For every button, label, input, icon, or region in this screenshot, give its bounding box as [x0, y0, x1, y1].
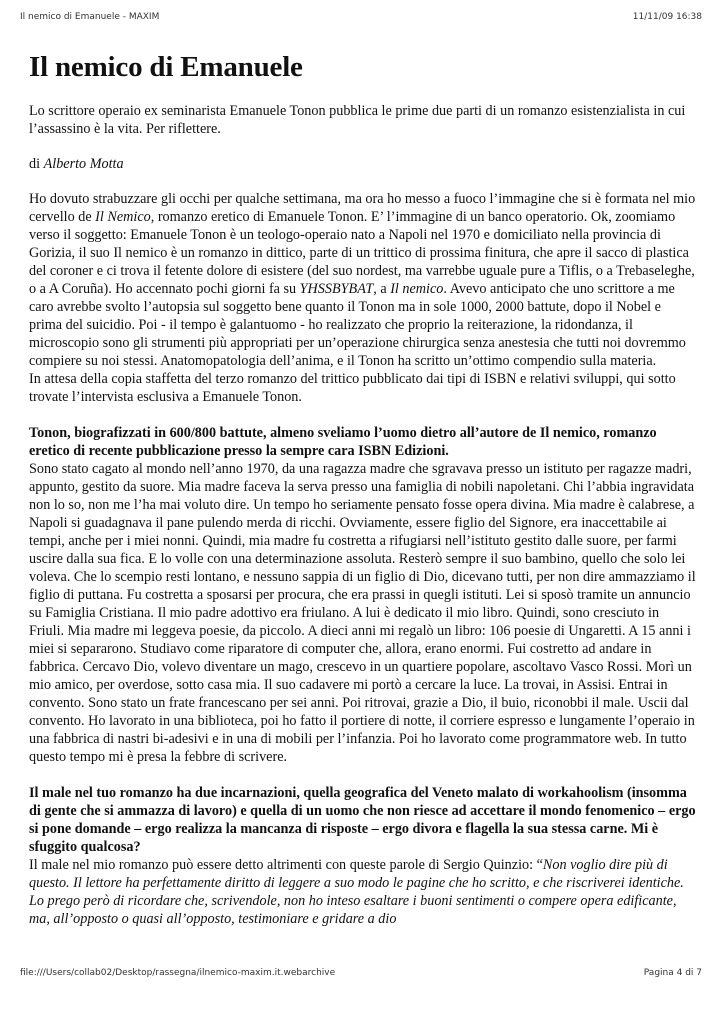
intro-text-1: Ho dovuto strabuzzare gli occhi per qualche settimana, ma ora ho messo a fuoco l’immagine che si è formata nel mio cervello de: [29, 191, 696, 225]
footer-file-path: file:///Users/collab02/Desktop/rassegna/ilnemico-maxim.it.webarchive: [20, 968, 336, 978]
intro-text-2: , romanzo eretico di Emanuele Tonon. E’ l’immagine di un banco operatorio. Ok, zoomiamo verso il soggetto: Emanuele Tonon è un teologo-operaio nato a Napoli nel 1970 e domiciliato nella provincia di Gorizia, il suo Il nemico è un romanzo in dittico, parte di un trittico di prossima finitura, che apre il sacco di plastica del coroner e ci trova il fetente dolore di esistere (del suo nordest, ma varrebbe uguale pure a Tiflis, o a Trebaseleghe, o a A Coruña). Ho accennato pochi giorni fa su: [29, 209, 695, 297]
article-title: Il nemico di Emanuele: [29, 51, 303, 83]
header-page-title: Il nemico di Emanuele - MAXIM: [20, 12, 160, 22]
article-lead: Lo scrittore operaio ex seminarista Emanuele Tonon pubblica le prime due parti di un romanzo esistenzialista in cui l’assassino è la vita. Per riflettere.: [29, 103, 686, 137]
byline: [29, 155, 697, 173]
interview-question-1: Tonon, biografizzati in 600/800 battute, almeno sveliamo l’uomo dietro all’autore de Il nemico, romanzo eretico di recente pubblicazione presso la sempre cara ISBN Edizioni.: [29, 425, 657, 459]
intro-paragraph-2: In attesa della copia staffetta del terzo romanzo del trittico pubblicato dai tipi di ISBN e relativi sviluppi, qui sotto trovate l’intervista esclusiva a Emanuele Tonon.: [29, 371, 676, 405]
byline-prefix: di: [29, 156, 44, 172]
intro-book-title-1: Il Nemico: [95, 209, 151, 225]
article: [29, 50, 697, 928]
header-datetime: 11/11/09 16:38: [632, 12, 702, 22]
footer-page-number: Pagina 4 di 7: [643, 968, 702, 978]
intro-blog-name: YHSSBYBAT: [299, 281, 374, 297]
interview-question-2: Il male nel tuo romanzo ha due incarnazioni, quella geografica del Veneto malato di workahoolism (insomma di gente che si ammazza di lavoro) e quella di un uomo che non riesce ad accettare il mondo fenomenico – ergo si pone domande – ergo realizza la mancanza di risposte – ergo divora e flagella la sua stessa carne. Mi è sfuggito qualcosa?: [29, 785, 696, 855]
intro-text-3: , a: [373, 281, 391, 297]
interview-answer-1: Sono stato cagato al mondo nell’anno 1970, da una ragazza madre che sgravava presso un istituto per ragazze madri, appunto, gestito da suore. Mia madre faceva la serva presso una famiglia di nobili napoletani. Chi l’abbia ingravidata non lo so, non me l’ha mai voluto dire. Un tempo ho seriamente pensato fosse opera divina. Mia madre è calabrese, a Napoli si guadagnava il pane pulendo merda di ricchi. Ovviamente, essere figlio del Signore, era inaccettabile ai tempi, anche per i miei nonni. Quindi, mia madre fu costretta a rifugiarsi nell’istituto gestito dalle suore, per farmi uscire dalla sua fica. E lo volle con una determinazione assoluta. Resterò sempre il suo bambino, quello che solo lei voleva. Che lo scempio resti lontano, e nessuno sappia di un figlio di Dio, dicevano tutti, per non dire ammazziamo il figlio di puttana. Fu costretta a sposarsi per procura, che era prassi in quegli istituti. Lei si sposò tramite un annuncio su Famiglia Cristiana. Il mio padre adottivo era friulano. A lui è dedicato il mio libro. Quindi, sono cresciuto in Friuli. Mia madre mi leggeva poesie, da piccolo. A dieci anni mi regalò un libro: 106 poesie di Ungaretti. A 15 anni i miei si separarono. Studiavo come riparatore di computer che, allora, erano enormi. Fui costretto ad andare in fabbrica. Cercavo Dio, volevo diventare un mago, crescevo in un quartiere popolare, ascoltavo Vasco Rossi. Morì un mio amico, per overdose, sotto casa mia. Il suo cadavere mi portò a cercare la luce. La trovai, in Assisi. Entrai in convento. Sono stato un frate francescano per sei anni. Poi ritrovai, grazie a Dio, il buio, riconobbi il male. Uscii dal convento. Ho lavorato in una biblioteca, poi ho fatto il portiere di notte, il corriere espresso e lungamente l’operaio in una fabbrica di nastri bi-adesivi e in una di mobili per l’infanzia. Poi ho lavorato come programmatore web. In tutto questo tempo mi è presa la febbre di scrivere.: [29, 461, 696, 765]
intro-book-title-2: Il nemico: [390, 281, 444, 297]
byline-author: Alberto Motta: [43, 156, 124, 172]
interview-answer-2: [29, 856, 697, 928]
answer-2-text: Il male nel mio romanzo può essere detto altrimenti con queste parole di Sergio Quinzio: “: [29, 857, 543, 873]
intro-paragraph: [29, 190, 697, 370]
intro-text-4: . Avevo anticipato che uno scrittore a me caro avrebbe svolto l’autopsia sul soggetto bene quanto il Tonon ma in sole 1000, 2000 battute, dopo il Nobel e prima del suicidio. Poi - il tempo è galantuomo - ho realizzato che proprio la reiterazione, la ridondanza, il microscopio sono gli strumenti più appropriati per un’operazione chirurgica senza anestesia che tutti noi dovremmo compiere su noi stessi. Anatomopatologia dell’anima, e il Tonon ha scritto un’ottimo compendio sulla materia.: [29, 281, 686, 369]
answer-2-quote: Non voglio dire più di questo. Il lettore ha perfettamente diritto di leggere a suo modo le pagine che ho scritto, e che riscriverei identiche. Lo prego però di ricordare che, scrivendole, non ho inteso esaltare i buoni sentimenti o compere opera edificante, ma, all’opposto o quasi all’opposto, testimoniare e gridare a dio: [29, 857, 684, 927]
